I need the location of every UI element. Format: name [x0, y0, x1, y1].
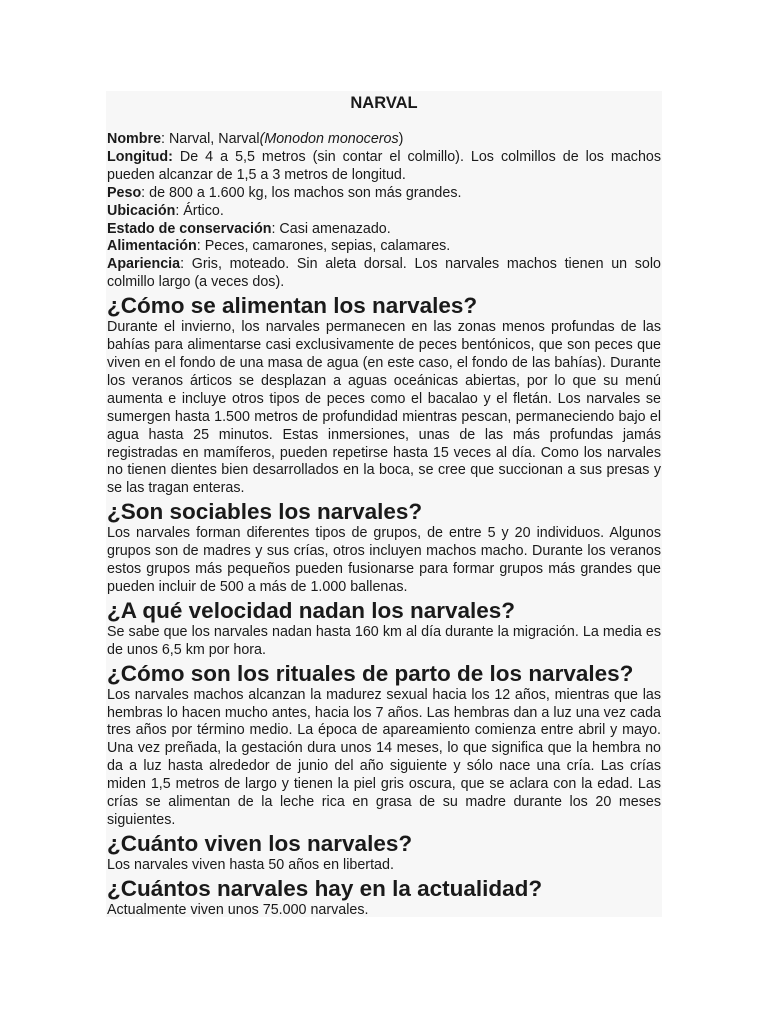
section-heading-velocidad: ¿A qué velocidad nadan los narvales?	[107, 597, 516, 623]
section-body-alimentacion: Durante el invierno, los narvales permanecen en las zonas menos profundas de las bahías para alimentarse casi exclusivamente de peces bentónicos, que son peces que viven en el fondo de una masa de agua (en este caso, el fondo de las bahías). Durante los veranos árticos se desplazan a aguas oceánicas abiertas, por lo que su menú aumenta e incluye otros tipos de peces como el bacalao y el fletán. Los narvales se sumergen hasta 1.500 metros de profundidad mientras pescan, permaneciendo bajo el agua hasta 25 minutos. Estas inmersiones, unas de las más profundas jamás registradas en mamíferos, pueden repetirse hasta 15 veces al día. Como los narvales no tienen dientes bien desarrollados en la boca, se cree que succionan a sus presas y se las tragan enteras.	[107, 319, 661, 497]
section-heading-vida: ¿Cuánto viven los narvales?	[107, 830, 413, 856]
field-value: De 4 a 5,5 metros (sin contar el colmillo). Los colmillos de los machos pueden alcanzar de 1,5 a 3 metros de longitud.	[107, 148, 661, 183]
section-heading-poblacion: ¿Cuántos narvales hay en la actualidad?	[107, 875, 543, 901]
field-value: Narval, Narval	[168, 131, 260, 147]
field-label: Peso	[107, 184, 142, 201]
section-heading-sociables: ¿Son sociables los narvales?	[107, 499, 423, 525]
field-label: Ubicación	[107, 202, 176, 219]
document-body	[107, 93, 661, 920]
field-peso	[107, 185, 661, 203]
scientific-name: (Monodon monoceros	[259, 131, 399, 147]
field-label: Nombre	[107, 131, 162, 147]
section-body-velocidad: Se sabe que los narvales nadan hasta 160 km al día durante la migración. La media es de unos 6,5 km por hora.	[107, 623, 661, 658]
field-apariencia	[107, 256, 661, 292]
field-label: Longitud:	[107, 148, 173, 165]
section-heading-alimentacion: ¿Cómo se alimentan los narvales?	[107, 293, 478, 319]
field-label: Apariencia	[107, 256, 181, 273]
field-nombre: Nombre: Narval, Narval(Monodon monoceros)	[107, 131, 404, 147]
section-body-parto: Los narvales machos alcanzan la madurez sexual hacia los 12 años, mientras que las hembras lo hacen mucho antes, hacia los 7 años. Las hembras dan a luz una vez cada tres años por término medio. La época de apareamiento comienza entre abril y mayo. Una vez preñada, la gestación dura unos 14 meses, lo que significa que la hembra no da a luz hasta alrededor de junio del año siguiente y sólo nace una cría. Las crías miden 1,5 metros de largo y tienen la piel gris oscura, que se aclara con la edad. Las crías se alimentan de la leche rica en grasa de su madre durante los 20 meses siguientes.	[107, 686, 661, 828]
field-longitud	[107, 149, 661, 185]
section-heading-parto: ¿Cómo son los rituales de parto de los narvales?	[107, 660, 634, 686]
scientific-name-close: )	[398, 131, 404, 147]
field-value: : de 800 a 1.600 kg, los machos son más grandes.	[141, 184, 462, 201]
document-title: NARVAL	[350, 94, 418, 112]
field-alimentacion	[107, 238, 661, 256]
field-value: : Casi amenazado.	[271, 220, 391, 237]
field-value: : Peces, camarones, sepias, calamares.	[196, 238, 451, 255]
section-body-poblacion: Actualmente viven unos 75.000 narvales.	[107, 901, 369, 918]
field-label: Alimentación	[107, 238, 197, 255]
field-label: Estado de conservación	[107, 220, 272, 237]
section-body-vida: Los narvales viven hasta 50 años en libertad.	[107, 856, 394, 873]
field-value: : Gris, moteado. Sin aleta dorsal. Los narvales machos tienen un solo colmillo largo (a veces dos).	[107, 256, 661, 291]
field-estado-conservacion	[107, 221, 661, 239]
field-value: : Ártico.	[175, 202, 224, 219]
section-body-sociables: Los narvales forman diferentes tipos de grupos, de entre 5 y 20 individuos. Algunos grupos son de madres y sus crías, otros incluyen machos macho. Durante los veranos estos grupos más pequeños pueden fusionarse para formar grupos más grandes que pueden incluir de 500 a más de 1.000 ballenas.	[107, 525, 661, 595]
field-ubicacion	[107, 203, 661, 221]
